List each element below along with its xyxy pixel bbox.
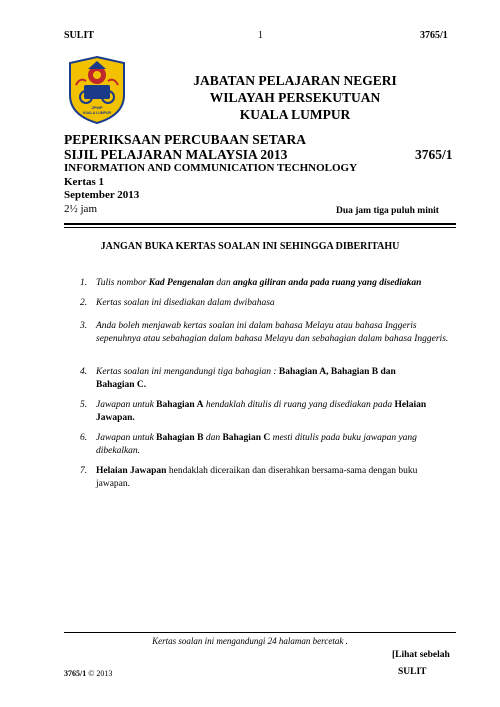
exam-code: 3765/1 <box>415 147 453 162</box>
header-rule-thick <box>64 223 456 225</box>
svg-text:KUALA LUMPUR: KUALA LUMPUR <box>82 111 112 115</box>
pages-note: Kertas soalan ini mengandungi 24 halaman bercetak . <box>152 636 348 646</box>
exam-date: September 2013 <box>64 189 140 201</box>
exam-title-2: SIJIL PELAJARAN MALAYSIA 2013 <box>64 147 288 162</box>
exam-title-1: PEPERIKSAAN PERCUBAAN SETARA <box>64 132 307 147</box>
department-line-3: KUALA LUMPUR <box>239 107 351 122</box>
exam-subject: INFORMATION AND COMMUNICATION TECHNOLOGY <box>64 162 358 174</box>
footer-rule <box>64 632 456 633</box>
header-code: 3765/1 <box>420 30 448 41</box>
turn-over-note: [Lihat sebelah <box>392 650 450 660</box>
header-rule-thin <box>64 227 456 228</box>
department-line-2: WILAYAH PERSEKUTUAN <box>209 90 381 105</box>
footer-code: 3765/1 © 2013 <box>64 669 113 678</box>
do-not-open-warning: JANGAN BUKA KERTAS SOALAN INI SEHINGGA DIBERITAHU <box>100 241 400 252</box>
jpwp-crest-logo <box>66 55 128 125</box>
footer-sulit: SULIT <box>398 667 427 677</box>
department-line-1: JABATAN PELAJARAN NEGERI <box>193 73 397 88</box>
svg-text:JPWP: JPWP <box>91 105 103 110</box>
page-number: 1 <box>258 30 263 41</box>
exam-duration-long: Dua jam tiga puluh minit <box>336 206 439 216</box>
exam-duration-short: 2½ jam <box>64 203 97 215</box>
header-sulit: SULIT <box>64 30 95 41</box>
exam-paper: Kertas 1 <box>64 176 105 188</box>
